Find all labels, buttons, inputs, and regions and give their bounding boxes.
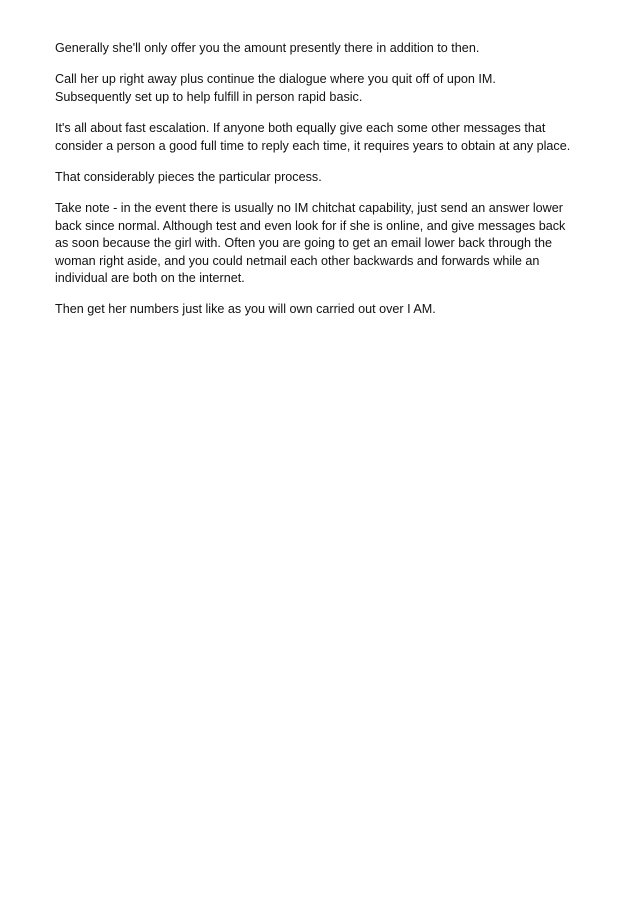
paragraph-5	[55, 200, 595, 287]
text-line: woman right aside, and you could netmail each other backwards and forwards while an	[55, 253, 540, 268]
text-line: consider a person a good full time to reply each time, it requires years to obtain at any place.	[55, 138, 571, 153]
paragraph-3	[55, 120, 595, 155]
paragraph-2	[55, 71, 595, 106]
text-line: individual are both on the internet.	[55, 271, 245, 286]
text-line: Take note - in the event there is usually no IM chitchat capability, just send an answer lower	[55, 201, 563, 216]
document-body	[55, 40, 595, 333]
paragraph-4	[55, 169, 595, 186]
text-line: Then get her numbers just like as you will own carried out over I AM.	[55, 302, 436, 317]
text-line: It's all about fast escalation. If anyone both equally give each some other messages that	[55, 121, 546, 136]
text-line: back since normal. Although test and even look for if she is online, and give messages back	[55, 218, 566, 233]
paragraph-1	[55, 40, 595, 57]
text-line: Subsequently set up to help fulfill in person rapid basic.	[55, 89, 363, 104]
text-line: Generally she'll only offer you the amount presently there in addition to then.	[55, 41, 480, 55]
paragraph-6	[55, 301, 595, 318]
text-line: as soon because the girl with. Often you are going to get an email lower back through the	[55, 236, 553, 251]
text-line: Call her up right away plus continue the dialogue where you quit off of upon IM.	[55, 72, 496, 87]
text-line: That considerably pieces the particular process.	[55, 170, 322, 185]
